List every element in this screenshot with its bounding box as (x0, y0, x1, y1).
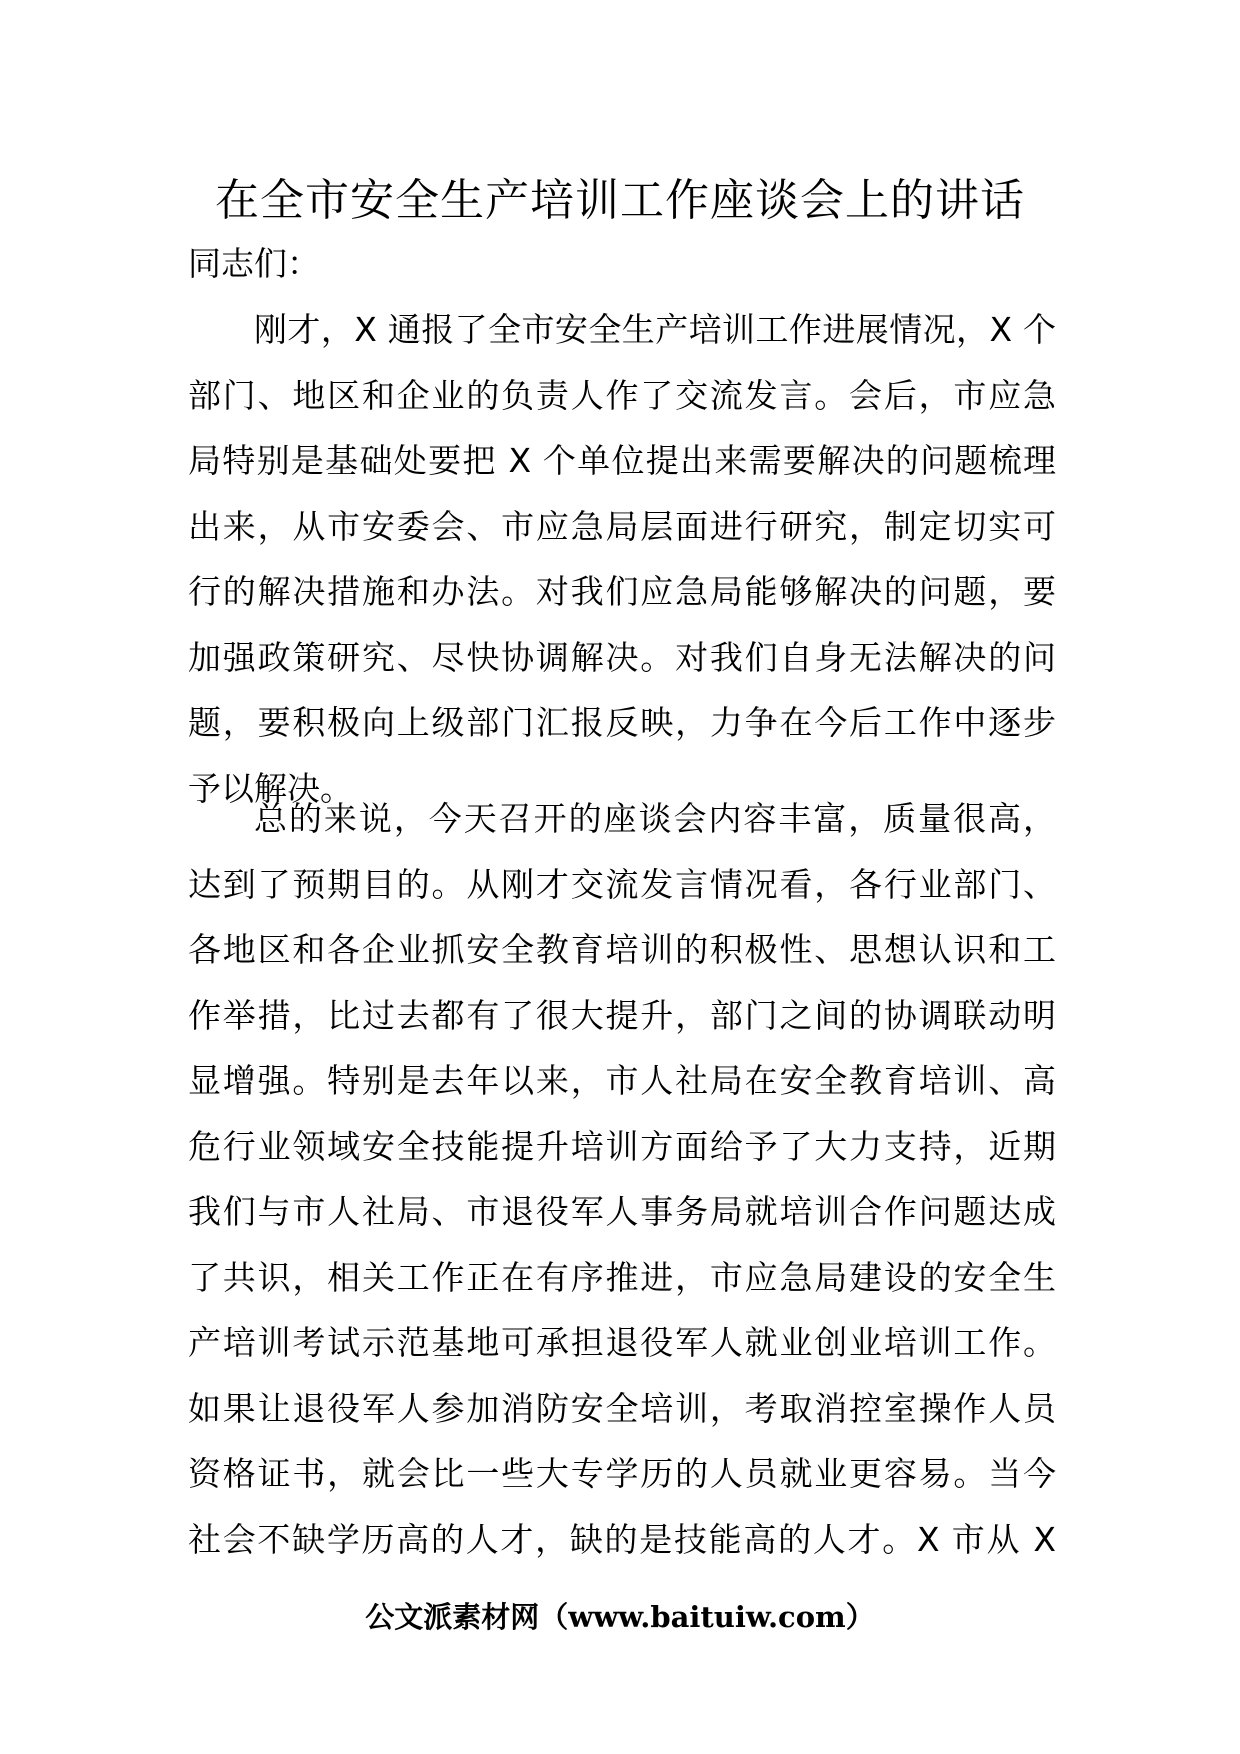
paragraph-line: 局特别是基础处要把 X 个单位提出来需要解决的问题梳理 (188, 441, 1056, 480)
paragraph-line: 达到了预期目的。从刚才交流发言情况看，各行业部门、 (188, 864, 1056, 904)
paragraph-1 (188, 297, 1056, 821)
paragraph-line: 危行业领域安全技能提升培训方面给予了大力支持，近期 (188, 1126, 1056, 1166)
paragraph-line: 产培训考试示范基地可承担退役军人就业创业培训工作。 (188, 1323, 1056, 1362)
paragraph-line: 各地区和各企业抓安全教育培训的积极性、思想认识和工 (188, 930, 1056, 969)
paragraph-line: 总的来说，今天召开的座谈会内容丰富，质量很高， (254, 799, 1056, 838)
paragraph-line: 资格证书，就会比一些大专学历的人员就业更容易。当今 (188, 1454, 1056, 1493)
paragraph-line: 作举措，比过去都有了很大提升，部门之间的协调联动明 (188, 995, 1056, 1035)
paragraph-line: 我们与市人社局、市退役军人事务局就培训合作问题达成 (188, 1192, 1056, 1231)
footer-watermark: 公文派素材网（www.baituiw.com） (365, 1600, 875, 1634)
paragraph-line: 显增强。特别是去年以来，市人社局在安全教育培训、高 (188, 1061, 1056, 1100)
paragraph-line: 予以解决。 (188, 768, 353, 808)
paragraph-line: 刚才，X 通报了全市安全生产培训工作进展情况，X 个 (254, 310, 1056, 349)
paragraph-line: 了共识，相关工作正在有序推进，市应急局建设的安全生 (188, 1257, 1056, 1297)
document-title: 在全市安全生产培训工作座谈会上的讲话 (215, 175, 1025, 226)
paragraph-line: 部门、地区和企业的负责人作了交流发言。会后，市应急 (188, 375, 1056, 415)
paragraph-line: 如果让退役军人参加消防安全培训，考取消控室操作人员 (188, 1388, 1056, 1428)
paragraph-line: 行的解决措施和办法。对我们应急局能够解决的问题，要 (188, 572, 1056, 611)
paragraph-line: 加强政策研究、尽快协调解决。对我们自身无法解决的问 (188, 637, 1056, 677)
paragraph-line: 社会不缺学历高的人才，缺的是技能高的人才。X 市从 X (188, 1519, 1056, 1559)
paragraph-line: 出来，从市安委会、市应急局层面进行研究，制定切实可 (188, 506, 1056, 546)
salutation: 同志们： (188, 244, 320, 283)
paragraph-line: 题，要积极向上级部门汇报反映，力争在今后工作中逐步 (188, 703, 1056, 742)
paragraph-2 (188, 786, 1056, 1572)
